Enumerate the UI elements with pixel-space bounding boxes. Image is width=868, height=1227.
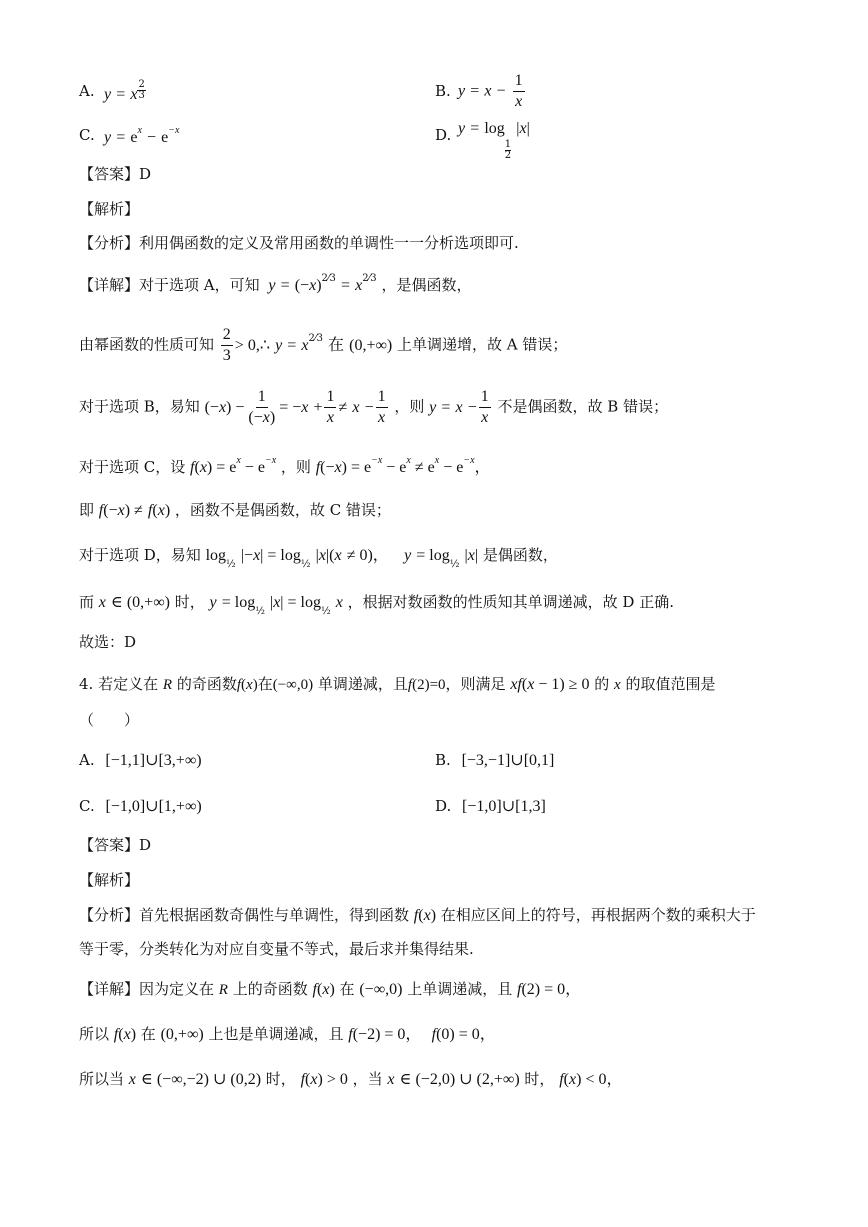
q3-detail-a-line1: 【详解】对于选项 A，可知 $y = (-x)^{2⁄3} = x^{2⁄3}$ ，是偶函数， [79,273,472,294]
math-expression: f(2) = 0， [517,979,582,998]
q3-detail-b: 对于选项 B，易知 (−x) − $\frac{1}{(-x)}$ = −x + $\frac{1}{x}$ ≠ x − $\frac{1}{x}$ ，则 y = x − $\frac{1}{x}$ 不是偶函数，故 B 错误； [79,388,669,426]
option-value: [−3,−1]∪[0,1] [461,752,555,769]
q4-option-b [435,753,554,769]
q4-option-c [79,799,202,815]
q3-detail-c-2: 即 f(−x) ≠ f(x) ，函数不是偶函数，故 C 错误； [79,501,391,519]
math-expression: f(x) [413,907,437,924]
math-expression: $\log_{\frac{1}{2}} |-x| = \log_{\frac{1}{2}} |x|(x \ne 0)$， $y = \log_{\frac{1}{2}} |x|$ [205,545,479,570]
math-expression: xf(x − 1) ≥ 0 [510,676,590,693]
math-expression: f(−2) = 0， f(0) = 0， [348,1024,496,1043]
q4-option-a [79,753,202,769]
q3-detail-a-line2: 由幂函数的性质可知 $\frac{2}{3}$ > 0,∴ $y = x^{2⁄3}$ 在 (0,+∞) 上单调递增，故 A 错误； [79,326,568,364]
option-label: C. [79,797,95,815]
q3-fenxi: 【分析】利用偶函数的定义及常用函数的单调性一一分析选项即可. [79,234,519,252]
q3-answer: 【答案】D [79,165,152,183]
q4-answer: 【答案】D [79,836,152,854]
math-expression: $\frac{2}{3}$ > 0,∴ $y = x^{2⁄3}$ 在 (0,+∞) [222,326,393,364]
q4-stem: 4. 若定义在 R 的奇函数f(x)在(−∞,0) 单调递减，且f(2)=0，则满足 xf(x − 1) ≥ 0 的 x 的取值范围是 [79,675,716,693]
q3-option-c-formula: $y = e^x - e^{-x}$ [104,125,180,146]
option-label: B. [435,82,451,100]
q3-option-d-formula: y = log $\frac{1}{2}$ |x| [458,120,530,161]
option-label: B. [435,751,451,769]
q4-fenxi-line1: 【分析】首先根据函数奇偶性与单调性，得到函数 f(x) 在相应区间上的符号，再根据两个数的乘积大于 [79,906,756,924]
math-expression: f(x) > 0 [300,1071,348,1088]
q4-detail-line3: 所以当 x ∈ (−∞,−2) ∪ (0,2) 时， f(x) > 0 ，当 x ∈ (−2,0) ∪ (2,+∞) 时， f(x) < 0， [79,1069,623,1088]
q4-detail-line1: 【详解】因为定义在 R 上的奇函数 f(x) 在 (−∞,0) 上单调递减，且 f(2) = 0， [79,979,582,998]
math-expression: $y = (-x)^{2⁄3} = x^{2⁄3}$ [268,273,377,294]
math-expression: y = x − $\frac{1}{x}$ [429,388,489,426]
option-label: A. [79,751,95,769]
q4-analysis-heading: 【解析】 [79,871,140,889]
q3-option-b [435,84,451,99]
option-value: [−1,0]∪[1,3] [462,798,546,815]
q3-option-a-formula: y = x $\frac{2}{3}$ [104,79,145,103]
option-label: A. [79,82,95,100]
math-expression: f(−x) ≠ f(x) [98,502,171,519]
option-value: [−1,1]∪[3,+∞) [105,752,202,769]
q4-blank: （ ） [79,711,140,729]
q4-option-d [435,799,546,815]
option-label: D. [435,126,452,144]
math-expression: f(x) [312,981,335,998]
q3-option-c [79,128,95,143]
q4-detail-line2: 所以 f(x) 在 (0,+∞) 上也是单调递减，且 f(−2) = 0， f(0) = 0， [79,1024,496,1043]
math-expression: $f(x) = e^x - e^{-x}$ [190,455,277,476]
q4-fenxi-line2: 等于零，分类转化为对应自变量不等式，最后求并集得结果. [79,940,474,958]
math-expression: (−x) − $\frac{1}{(-x)}$ = −x + $\frac{1}{x}$ ≠ x − $\frac{1}{x}$ [204,388,386,426]
math-expression: x ∈ (−2,0) ∪ (2,+∞) [387,1071,520,1088]
q3-option-a [79,84,95,99]
math-expression: x ∈ (−∞,−2) ∪ (0,2) [128,1071,262,1088]
q3-option-d [435,128,451,143]
math-expression: f(x) < 0， [559,1069,623,1088]
math-expression: x ∈ (0,+∞) [98,594,170,611]
q3-option-b-formula: y = x − $\frac{1}{x}$ [458,72,523,110]
q3-analysis-heading: 【解析】 [79,200,140,218]
option-label: D. [435,797,452,815]
q3-conclusion: 故选：D [79,633,137,651]
math-expression: $f(-x) = e^{-x} - e^x \ne e^x - e^{-x}$， [315,455,491,476]
option-label: C. [79,126,95,144]
math-expression: $y = \log_{\frac{1}{2}} |x| = \log_{\frac{1}{2}} x$ [209,594,343,617]
q3-detail-d: 对于选项 D，易知 $\log_{\frac{1}{2}} |-x| = \log_{\frac{1}{2}} |x|(x \ne 0)$， $y = \log_{\frac{1}{2}} |x|$ 是偶函数， [79,545,558,570]
q3-detail-c: 对于选项 C，设 $f(x) = e^x - e^{-x}$ ，则 $f(-x) = e^{-x} - e^x \ne e^x - e^{-x}$， [79,455,491,476]
option-value: [−1,0]∪[1,+∞) [105,798,202,815]
math-expression: f(x) [113,1026,137,1043]
q3-detail-d-2: 而 x ∈ (0,+∞) 时， $y = \log_{\frac{1}{2}} |x| = \log_{\frac{1}{2}} x$ ，根据对数函数的性质知其单调递减，故 D 正确. [79,593,674,617]
